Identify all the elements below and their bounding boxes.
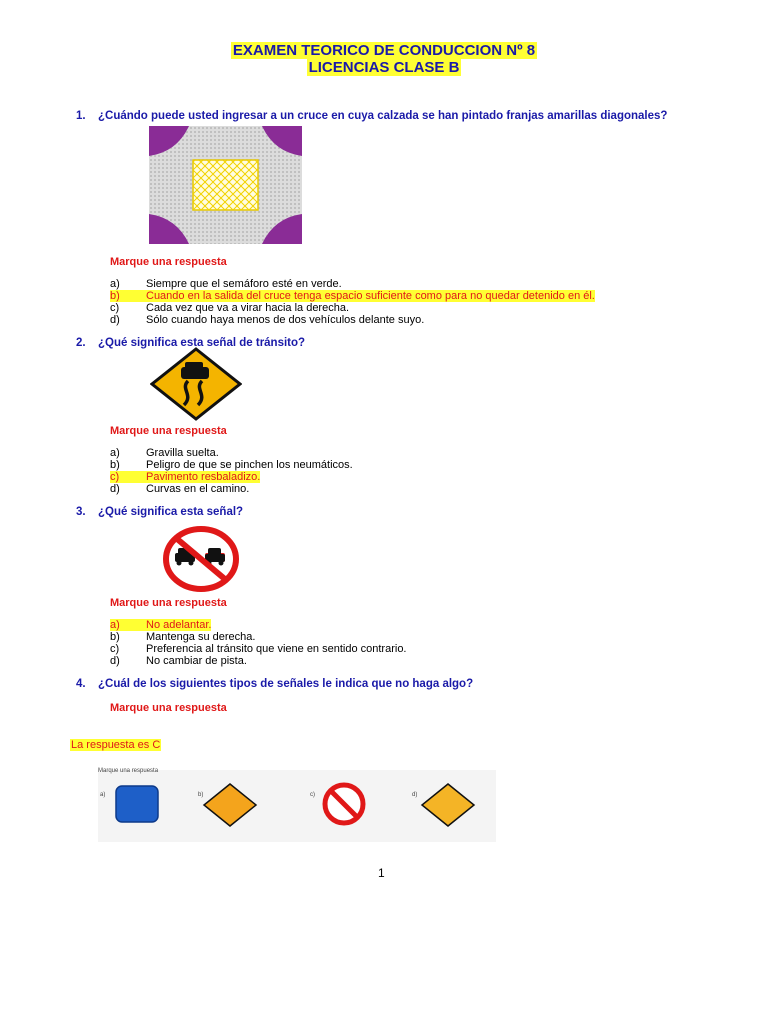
option-text: No cambiar de pista.: [146, 655, 247, 667]
sign-option-label-d[interactable]: d): [412, 792, 418, 798]
question-4: [76, 678, 473, 690]
question-text: ¿Cuándo puede usted ingresar a un cruce en cuya calzada se han pintado franjas amarillas diagonales?: [98, 110, 668, 122]
panel-header: Marque una respuesta: [98, 768, 159, 774]
no-overtaking-sign-icon: [162, 526, 240, 592]
option-text: Mantenga su derecha.: [146, 631, 256, 643]
question-number: 1.: [76, 110, 86, 122]
option-text: Cuando en la salida del cruce tenga espacio suficiente como para no quedar detenido en él.: [146, 290, 595, 302]
option-c[interactable]: [110, 302, 595, 314]
question-number: 4.: [76, 678, 86, 690]
option-text: Peligro de que se pinchen los neumáticos.: [146, 459, 353, 471]
question-number: 2.: [76, 337, 86, 349]
option-letter: d): [110, 483, 120, 495]
question-text: ¿Qué significa esta señal?: [98, 506, 244, 518]
exam-title-line2: LICENCIAS CLASE B: [308, 59, 460, 76]
option-text: Curvas en el camino.: [146, 483, 250, 495]
exam-subtitle: [0, 59, 768, 76]
option-letter: c): [110, 471, 146, 483]
orange-diamond-sign-icon[interactable]: [420, 782, 476, 828]
page-number: 1: [378, 866, 385, 880]
option-text: Gravilla suelta.: [146, 447, 219, 459]
option-d[interactable]: [110, 314, 595, 326]
option-text: Cada vez que va a virar hacia la derecha.: [146, 302, 350, 314]
orange-diamond-sign-icon[interactable]: [202, 782, 258, 828]
sign-option-label-c[interactable]: c): [310, 792, 315, 798]
option-letter: a): [110, 278, 120, 290]
option-text: Preferencia al tránsito que viene en sentido contrario.: [146, 643, 407, 655]
option-letter: d): [110, 314, 120, 326]
option-letter: b): [110, 459, 120, 471]
option-c[interactable]: [110, 471, 353, 483]
blue-square-sign-icon[interactable]: [114, 784, 160, 824]
option-text: Siempre que el semáforo esté en verde.: [146, 278, 342, 290]
option-letter: c): [110, 643, 120, 655]
slippery-road-sign-icon: [150, 347, 242, 421]
sign-option-label-a[interactable]: a): [100, 792, 106, 798]
option-a[interactable]: [110, 447, 353, 459]
option-a[interactable]: [110, 619, 407, 631]
sign-option-label-b[interactable]: b): [198, 792, 204, 798]
instruction-text: Marque una respuesta: [110, 256, 227, 268]
option-letter: c): [110, 302, 120, 314]
option-text: Pavimento resbaladizo.: [146, 471, 261, 483]
option-letter: a): [110, 447, 120, 459]
option-d[interactable]: [110, 655, 407, 667]
intersection-yellow-grid-image: [149, 126, 302, 244]
question-text: ¿Cuál de los siguientes tipos de señales le indica que no haga algo?: [98, 678, 474, 690]
question-3: [76, 506, 243, 518]
option-letter: b): [110, 631, 120, 643]
question-text: ¿Qué significa esta señal de tránsito?: [98, 337, 306, 349]
exam-title: [0, 42, 768, 59]
question-number: 3.: [76, 506, 86, 518]
option-letter: d): [110, 655, 120, 667]
option-b[interactable]: [110, 631, 407, 643]
option-b[interactable]: [110, 290, 595, 302]
answer-note: La respuesta es C: [71, 739, 161, 751]
options-list-q3: [110, 619, 407, 667]
question-1: [76, 110, 667, 122]
option-letter: a): [110, 619, 146, 631]
option-text: No adelantar.: [146, 619, 212, 631]
instruction-text: Marque una respuesta: [110, 702, 227, 714]
option-text: Sólo cuando haya menos de dos vehículos delante suyo.: [146, 314, 425, 326]
options-list-q1: [110, 278, 595, 326]
exam-title-line1: EXAMEN TEORICO DE CONDUCCION Nº 8: [232, 42, 536, 59]
option-c[interactable]: [110, 643, 407, 655]
options-list-q2: [110, 447, 353, 495]
option-letter: b): [110, 290, 146, 302]
option-d[interactable]: [110, 483, 353, 495]
instruction-text: Marque una respuesta: [110, 597, 227, 609]
prohibition-circle-sign-icon[interactable]: [320, 781, 368, 827]
instruction-text: Marque una respuesta: [110, 425, 227, 437]
sign-options-panel: [98, 770, 496, 842]
option-b[interactable]: [110, 459, 353, 471]
option-a[interactable]: [110, 278, 595, 290]
